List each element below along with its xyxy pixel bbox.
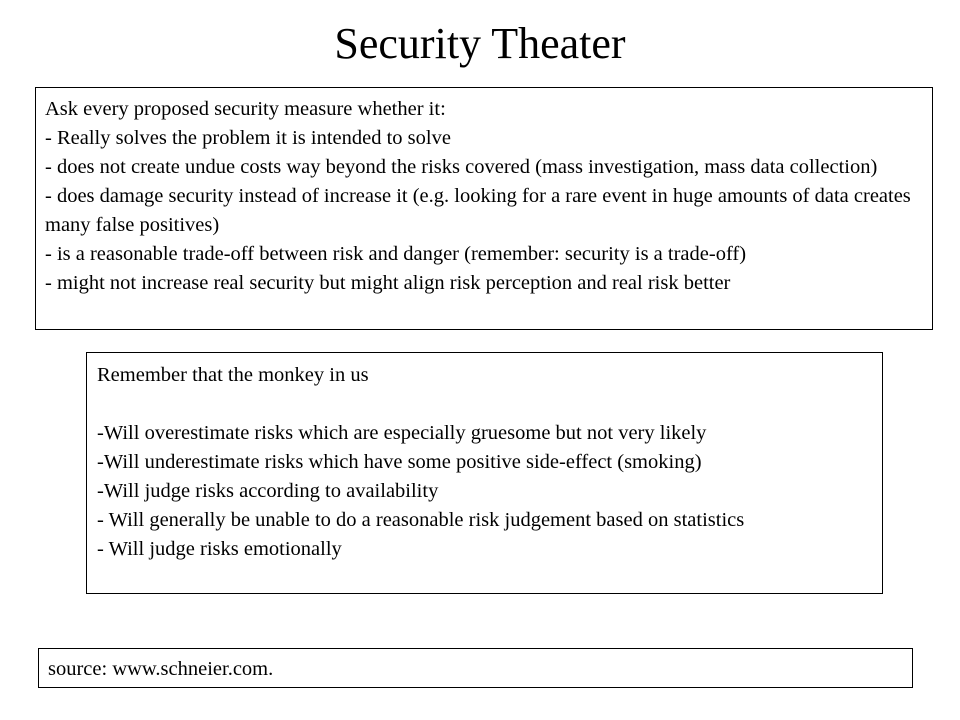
criteria-item: - does damage security instead of increase it (e.g. looking for a rare event in huge amounts of data creates many false positives) [45,185,911,236]
source-box [38,648,913,688]
spacer [97,390,872,419]
monkey-item: - Will judge risks emotionally [97,538,342,560]
monkey-item: -Will judge risks according to availability [97,480,439,502]
monkey-item: -Will underestimate risks which have some positive side-effect (smoking) [97,451,702,473]
monkey-item: -Will overestimate risks which are especially gruesome but not very likely [97,422,707,444]
monkey-intro: Remember that the monkey in us [97,364,369,386]
criteria-item: - Really solves the problem it is intended to solve [45,127,451,149]
source-text: source: www.schneier.com. [48,658,274,680]
criteria-item: - is a reasonable trade-off between risk and danger (remember: security is a trade-off) [45,243,747,265]
monkey-item: - Will generally be unable to do a reasonable risk judgement based on statistics [97,509,745,531]
criteria-item: - might not increase real security but might align risk perception and real risk better [45,272,731,294]
page-title: Security Theater [334,19,626,68]
criteria-intro: Ask every proposed security measure whether it: [45,98,446,120]
risk-perception-box [86,352,883,594]
security-criteria-box [35,87,933,330]
criteria-item: - does not create undue costs way beyond the risks covered (mass investigation, mass data collection) [45,156,878,178]
